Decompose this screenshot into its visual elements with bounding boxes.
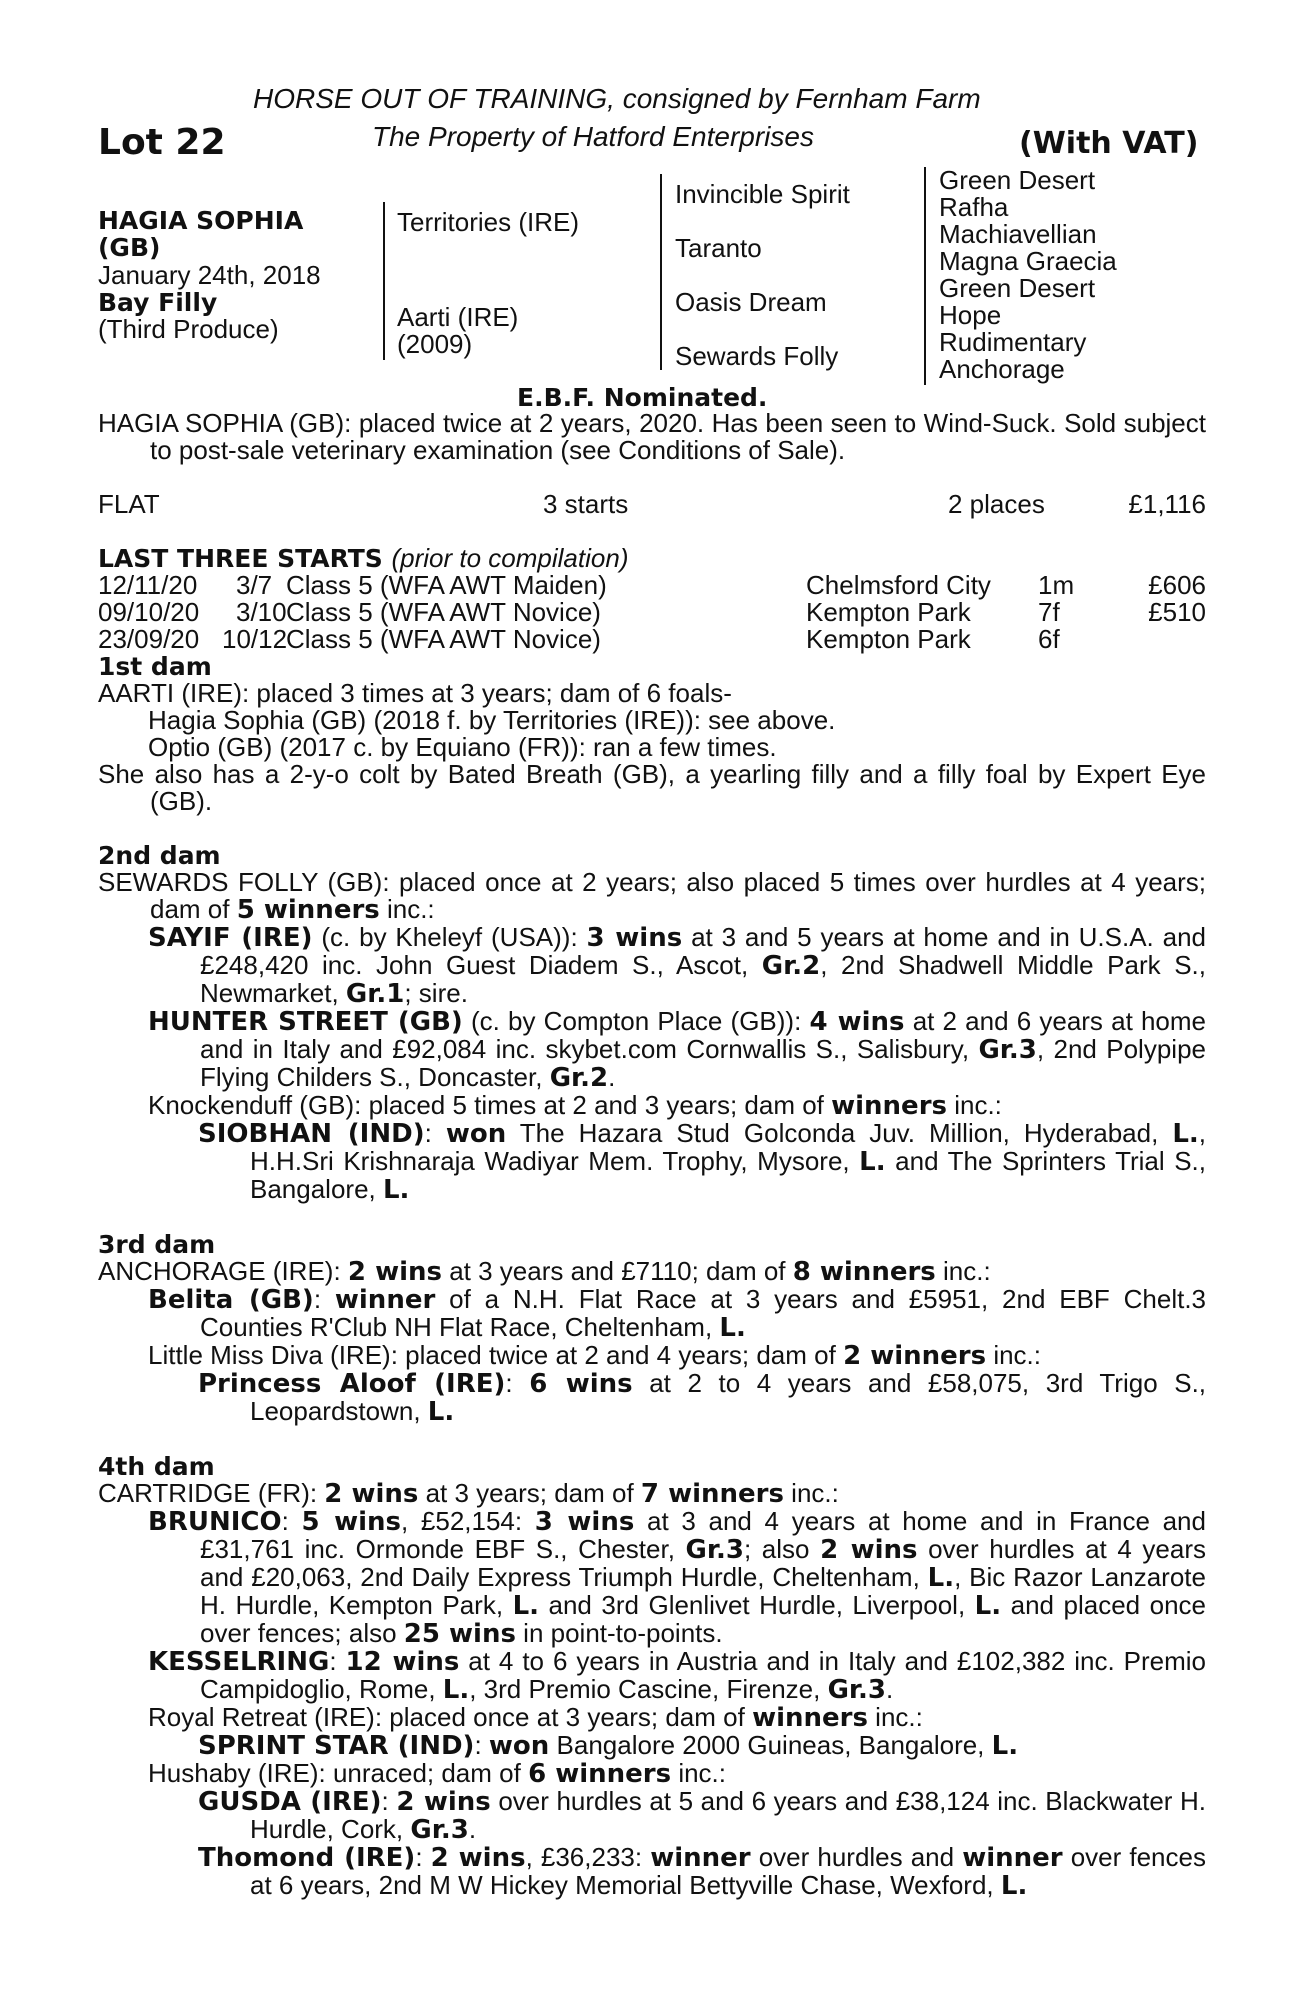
- produce-entry-siobhan: SIOBHAN (IND): won The Hazara Stud Golconda Juv. Million, Hyderabad, L., H.H.Sri Krishnaraja Wadiyar Mem. Trophy, Mysore, L. and The Sprinters Trial S., Bangalore, L.: [198, 1118, 1206, 1205]
- last-starts-subtitle: (prior to compilation): [391, 543, 629, 573]
- foal-entry: Optio (GB) (2017 c. by Equiano (FR)): ran a few times.: [148, 732, 777, 762]
- produce-entry-brunico: BRUNICO: 5 wins, £52,154: 3 wins at 3 and 4 years at home and in France and £31,761 inc. Ormonde EBF S., Chester, Gr.3; also 2 wins over hurdles at 4 years and £20,063, 2nd Daily Express Triumph Hurdle, Cheltenham, L., Bic Razor Lanzarote H. Hurdle, Kempton Park, L. and 3rd Glenlivet Hurdle, Liverpool, L. and placed once over fences; also 25 wins in point-to-points.: [148, 1506, 1206, 1649]
- pedigree-dam-year: (2009): [397, 329, 473, 359]
- pedigree-gen3-item: Green Desert: [939, 273, 1096, 303]
- produce-entry-thomond: Thomond (IRE): 2 wins, £36,233: winner over hurdles and winner over fences at 6 years, 2nd M W Hickey Memorial Bettyville Chase, Wexford, L.: [198, 1842, 1206, 1901]
- produce-entry-belita: Belita (GB): winner of a N.H. Flat Race at 3 years and £5951, 2nd EBF Chelt.3 Counties R'Club NH Flat Race, Cheltenham, L.: [148, 1284, 1207, 1343]
- start-distance: 1m: [1038, 570, 1075, 600]
- start-position: 3/10: [236, 597, 287, 627]
- horse-sex: Bay Filly: [98, 288, 218, 317]
- fourth-dam-heading: 4th dam: [98, 1452, 215, 1481]
- record-places: 2 places: [948, 489, 1045, 519]
- ebf-nominated: E.B.F. Nominated.: [517, 383, 768, 412]
- horse-produce: (Third Produce): [98, 314, 279, 344]
- produce-entry-sprint-star: SPRINT STAR (IND): won Bangalore 2000 Guineas, Bangalore, L.: [198, 1730, 1019, 1761]
- horse-origin: (GB): [98, 233, 161, 262]
- pedigree-gen3-item: Hope: [939, 300, 1002, 330]
- start-distance: 7f: [1038, 597, 1060, 627]
- vat-label: (With VAT): [1019, 126, 1199, 161]
- start-course: Kempton Park: [806, 597, 971, 627]
- pedigree-gen3-item: Anchorage: [939, 354, 1065, 384]
- pedigree-divider-1: [383, 202, 385, 360]
- pedigree-sire: Territories (IRE): [397, 207, 580, 237]
- third-dam-line: ANCHORAGE (IRE): 2 wins at 3 years and £7110; dam of 8 winners inc.:: [98, 1256, 991, 1287]
- pedigree-gen2-item: Invincible Spirit: [675, 179, 850, 209]
- pedigree-dam: Aarti (IRE): [397, 302, 519, 332]
- pedigree-gen2-item: Taranto: [675, 233, 762, 263]
- record-type: FLAT: [98, 489, 160, 519]
- produce-entry-princess-aloof: Princess Aloof (IRE): 6 wins at 2 to 4 years and £58,075, 3rd Trigo S., Leopardstown, L.: [198, 1368, 1207, 1427]
- first-dam-line: AARTI (IRE): placed 3 times at 3 years; dam of 6 foals-: [98, 678, 732, 708]
- first-dam-note: She also has a 2-y-o colt by Bated Breath (GB), a yearling filly and a filly foal by Expert Eye (GB).: [98, 759, 1206, 816]
- horse-name: HAGIA SOPHIA: [98, 206, 304, 235]
- produce-entry-kesselring: KESSELRING: 12 wins at 4 to 6 years in Austria and in Italy and £102,382 inc. Premio Campidoglio, Rome, L., 3rd Premio Cascine, Firenze, Gr.3.: [148, 1646, 1207, 1705]
- property-line: The Property of Hatford Enterprises: [372, 121, 814, 152]
- catalogue-body: [98, 410, 1206, 1900]
- start-date: 09/10/20: [98, 597, 200, 627]
- pedigree-divider-2: [660, 174, 662, 370]
- start-date: 23/09/20: [98, 624, 200, 654]
- race-record: [98, 491, 1206, 518]
- pedigree-gen2-item: Sewards Folly: [675, 341, 839, 371]
- second-dam-line: SEWARDS FOLLY (GB): placed once at 2 years; also placed 5 times over hurdles at 4 years; dam of 5 winners inc.:: [98, 867, 1206, 925]
- produce-entry-royal-retreat: Royal Retreat (IRE): placed once at 3 years; dam of winners inc.:: [148, 1702, 923, 1733]
- horse-dob: January 24th, 2018: [98, 260, 321, 290]
- start-prize: £510: [1148, 597, 1206, 627]
- start-row: [98, 599, 1206, 626]
- consignor-line: HORSE OUT OF TRAINING, consigned by Fernham Farm: [253, 83, 981, 114]
- last-starts-title: LAST THREE STARTS: [98, 544, 383, 573]
- start-race: Class 5 (WFA AWT Maiden): [286, 570, 607, 600]
- start-date: 12/11/20: [98, 570, 198, 600]
- last-starts-heading: [98, 545, 1206, 572]
- start-distance: 6f: [1038, 624, 1060, 654]
- start-race: Class 5 (WFA AWT Novice): [286, 624, 601, 654]
- start-course: Kempton Park: [806, 624, 971, 654]
- produce-entry-hushaby: Hushaby (IRE): unraced; dam of 6 winners inc.:: [148, 1758, 727, 1789]
- start-position: 10/12: [222, 624, 288, 654]
- produce-entry-little-miss-diva: Little Miss Diva (IRE): placed twice at 2 and 4 years; dam of 2 winners inc.:: [148, 1340, 1042, 1371]
- start-course: Chelmsford City: [806, 570, 991, 600]
- produce-entry-hunter-street: HUNTER STREET (GB) (c. by Compton Place (GB)): 4 wins at 2 and 6 years at home and in Italy and £92,084 inc. skybet.com Cornwallis S., Salisbury, Gr.3, 2nd Polypipe Flying Childers S., Doncaster, Gr.2.: [148, 1006, 1207, 1093]
- start-row: [98, 626, 1206, 653]
- start-prize: £606: [1148, 570, 1206, 600]
- foal-entry: Hagia Sophia (GB) (2018 f. by Territories (IRE)): see above.: [148, 705, 836, 735]
- start-position: 3/7: [236, 570, 273, 600]
- produce-entry-sayif: SAYIF (IRE) (c. by Kheleyf (USA)): 3 wins at 3 and 5 years at home and in U.S.A. and £248,420 inc. John Guest Diadem S., Ascot, Gr.2, 2nd Shadwell Middle Park S., Newmarket, Gr.1; sire.: [148, 922, 1207, 1009]
- record-starts: 3 starts: [543, 489, 629, 519]
- start-race: Class 5 (WFA AWT Novice): [286, 597, 601, 627]
- second-dam-heading: 2nd dam: [98, 841, 221, 870]
- lot-number: Lot 22: [98, 122, 226, 163]
- record-earnings: £1,116: [1128, 489, 1206, 519]
- fourth-dam-line: CARTRIDGE (FR): 2 wins at 3 years; dam of 7 winners inc.:: [98, 1478, 839, 1509]
- start-prize: [1138, 626, 1206, 653]
- pedigree-gen3-item: Rafha: [939, 192, 1009, 222]
- summary: HAGIA SOPHIA (GB): placed twice at 2 years, 2020. Has been seen to Wind-Suck. Sold subject to post-sale veterinary examination (see Conditions of Sale).: [98, 408, 1206, 465]
- start-row: [98, 572, 1206, 599]
- pedigree-gen3-item: Rudimentary: [939, 327, 1087, 357]
- pedigree-gen2-item: Oasis Dream: [675, 287, 827, 317]
- first-dam-heading: 1st dam: [98, 652, 212, 681]
- produce-entry-gusda: GUSDA (IRE): 2 wins over hurdles at 5 and 6 years and £38,124 inc. Blackwater H. Hurdle, Cork, Gr.3.: [198, 1786, 1207, 1845]
- pedigree-gen3-item: Magna Graecia: [939, 246, 1117, 276]
- produce-entry-knockenduff: Knockenduff (GB): placed 5 times at 2 and 3 years; dam of winners inc.:: [148, 1090, 1002, 1121]
- third-dam-heading: 3rd dam: [98, 1230, 216, 1259]
- pedigree-gen3-item: Green Desert: [939, 165, 1096, 195]
- pedigree-gen3-item: Machiavellian: [939, 219, 1097, 249]
- pedigree-divider-3: [924, 167, 926, 385]
